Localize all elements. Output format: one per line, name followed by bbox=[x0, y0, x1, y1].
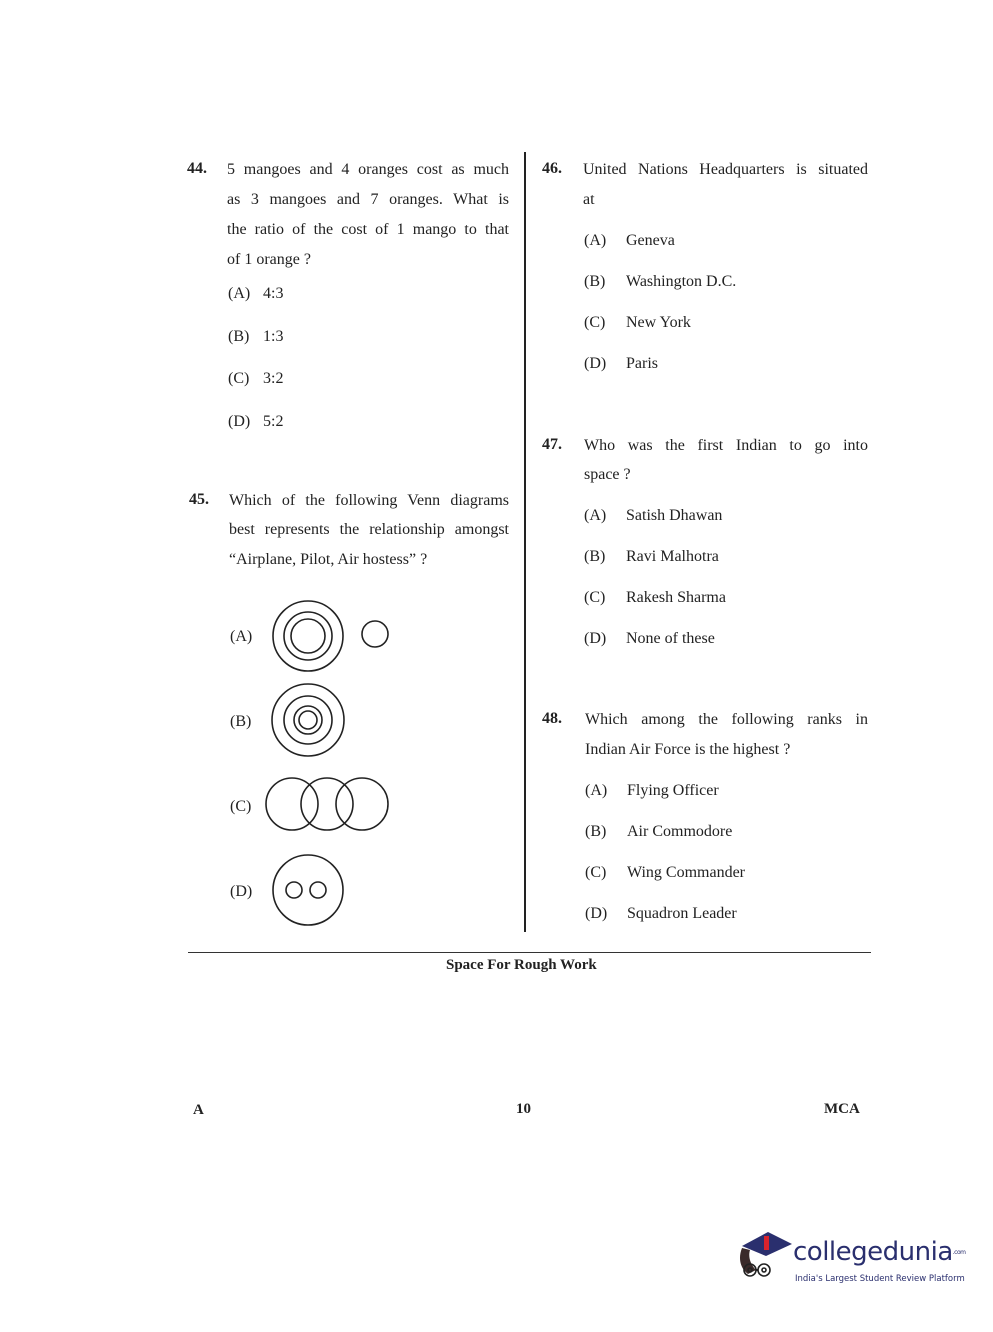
venn-diagram-a[interactable] bbox=[265, 598, 395, 678]
venn-b-outer-circle bbox=[272, 684, 344, 756]
q44-number: 44. bbox=[187, 160, 207, 177]
option-label: (C) bbox=[585, 864, 607, 881]
option-label: (C) bbox=[584, 314, 606, 331]
q45-number: 45. bbox=[189, 491, 209, 508]
q46-option-b[interactable] bbox=[584, 272, 736, 292]
q45-option-b-label[interactable]: (B) bbox=[230, 713, 252, 730]
q44-option-c[interactable] bbox=[228, 369, 283, 389]
option-text: Wing Commander bbox=[627, 864, 745, 881]
venn-diagram-d[interactable] bbox=[265, 852, 355, 932]
option-label: (C) bbox=[584, 589, 606, 606]
collegedunia-mascot-icon bbox=[734, 1224, 794, 1284]
option-text: New York bbox=[626, 314, 691, 331]
q48-line-1: Which among the following ranks in bbox=[585, 711, 868, 728]
q45-line-3: “Airplane, Pilot, Air hostess” ? bbox=[229, 551, 428, 568]
option-text: Air Commodore bbox=[627, 823, 733, 840]
venn-d-right-inner-circle bbox=[310, 882, 326, 898]
option-text: Paris bbox=[626, 355, 658, 372]
logo-name: collegedunia bbox=[793, 1237, 953, 1267]
q45-line-1: Which of the following Venn diagrams bbox=[229, 492, 509, 509]
q47-number: 47. bbox=[542, 436, 562, 453]
option-label: (B) bbox=[585, 823, 607, 840]
venn-c-right-circle bbox=[336, 778, 388, 830]
q47-option-b[interactable] bbox=[584, 547, 719, 567]
q44-option-a[interactable] bbox=[228, 284, 283, 304]
rough-work-label: Space For Rough Work bbox=[446, 957, 597, 973]
q46-line-1: United Nations Headquarters is situated bbox=[583, 161, 868, 178]
option-label: (D) bbox=[584, 630, 607, 647]
option-label: (B) bbox=[584, 273, 606, 290]
q45-option-d-label[interactable]: (D) bbox=[230, 883, 253, 900]
collegedunia-logo-text bbox=[793, 1237, 966, 1267]
venn-d-outer-circle bbox=[273, 855, 343, 925]
q46-option-d[interactable] bbox=[584, 354, 658, 374]
venn-d-left-inner-circle bbox=[286, 882, 302, 898]
q47-option-a[interactable] bbox=[584, 506, 722, 526]
option-label: (D) bbox=[228, 413, 251, 430]
venn-b-core-circle bbox=[299, 711, 317, 729]
option-text: None of these bbox=[626, 630, 715, 647]
option-text: 1:3 bbox=[263, 328, 284, 345]
q47-option-d[interactable] bbox=[584, 629, 715, 649]
venn-b-middle-circle bbox=[284, 696, 332, 744]
q46-option-a[interactable] bbox=[584, 231, 675, 251]
venn-a-separate-circle bbox=[362, 621, 388, 647]
venn-c-left-circle bbox=[266, 778, 318, 830]
venn-c-middle-circle bbox=[301, 778, 353, 830]
q45-line-2: best represents the relationship amongst bbox=[229, 521, 509, 538]
q45-option-a-label[interactable]: (A) bbox=[230, 628, 253, 645]
q46-line-2: at bbox=[583, 191, 595, 208]
venn-a-inner-circle bbox=[291, 619, 325, 653]
q48-option-a[interactable] bbox=[585, 781, 719, 801]
footer-exam-code: MCA bbox=[824, 1101, 860, 1117]
option-text: Squadron Leader bbox=[627, 905, 737, 922]
footer-set-code: A bbox=[193, 1102, 204, 1118]
q47-line-1: Who was the first Indian to go into bbox=[584, 437, 868, 454]
collegedunia-tagline: India's Largest Student Review Platform bbox=[795, 1274, 965, 1284]
option-label: (A) bbox=[584, 507, 607, 524]
q44-option-b[interactable] bbox=[228, 327, 283, 347]
venn-diagram-b[interactable] bbox=[265, 682, 355, 762]
option-label: (A) bbox=[585, 782, 608, 799]
q44-line-2: as 3 mangoes and 7 oranges. What is bbox=[227, 191, 509, 208]
option-text: Satish Dhawan bbox=[626, 507, 723, 524]
option-text: 4:3 bbox=[263, 285, 284, 302]
option-text: Ravi Malhotra bbox=[626, 548, 719, 565]
option-text: Washington D.C. bbox=[626, 273, 737, 290]
q44-option-d[interactable] bbox=[228, 412, 283, 432]
q48-line-2: Indian Air Force is the highest ? bbox=[585, 741, 791, 758]
q44-line-3: the ratio of the cost of 1 mango to that bbox=[227, 221, 509, 238]
option-label: (C) bbox=[228, 370, 250, 387]
option-text: Flying Officer bbox=[627, 782, 719, 799]
option-label: (A) bbox=[584, 232, 607, 249]
column-divider bbox=[524, 152, 526, 932]
option-text: Rakesh Sharma bbox=[626, 589, 726, 606]
logo-suffix: .com bbox=[952, 1249, 966, 1256]
q48-option-d[interactable] bbox=[585, 904, 737, 924]
option-text: 5:2 bbox=[263, 413, 284, 430]
option-label: (D) bbox=[585, 905, 608, 922]
rough-work-divider bbox=[188, 952, 871, 953]
option-text: 3:2 bbox=[263, 370, 284, 387]
q48-option-c[interactable] bbox=[585, 863, 745, 883]
option-label: (B) bbox=[228, 328, 250, 345]
q46-option-c[interactable] bbox=[584, 313, 691, 333]
q44-line-1: 5 mangoes and 4 oranges cost as much bbox=[227, 161, 509, 178]
footer-page-number: 10 bbox=[516, 1101, 531, 1117]
q46-number: 46. bbox=[542, 160, 562, 177]
q48-number: 48. bbox=[542, 710, 562, 727]
option-label: (A) bbox=[228, 285, 251, 302]
option-text: Geneva bbox=[626, 232, 675, 249]
venn-diagram-c[interactable] bbox=[260, 774, 395, 834]
option-label: (D) bbox=[584, 355, 607, 372]
q47-line-2: space ? bbox=[584, 466, 631, 483]
option-label: (B) bbox=[584, 548, 606, 565]
q44-line-4: of 1 orange ? bbox=[227, 251, 311, 268]
q47-option-c[interactable] bbox=[584, 588, 726, 608]
q45-option-c-label[interactable]: (C) bbox=[230, 798, 252, 815]
q48-option-b[interactable] bbox=[585, 822, 732, 842]
